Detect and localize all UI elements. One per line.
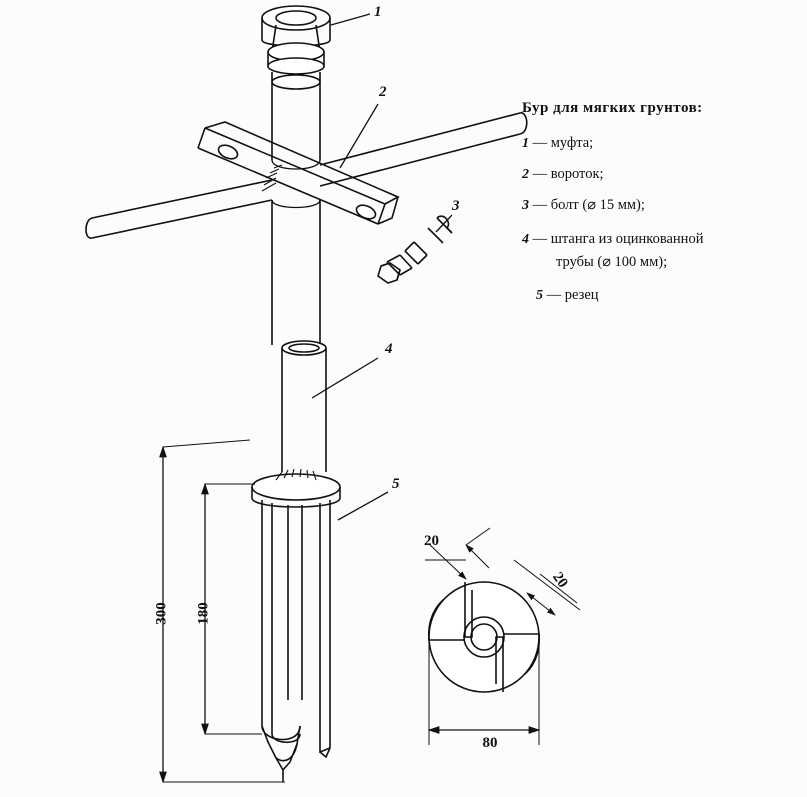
legend-item-5 xyxy=(522,287,797,304)
callout-5: 5 xyxy=(392,476,400,492)
legend-block xyxy=(522,100,797,318)
legend-item-1 xyxy=(522,135,797,152)
figure-title: Бур для мягких грунтов: xyxy=(522,100,703,116)
legend-item-4 xyxy=(522,228,797,273)
dimension-180: 180 xyxy=(195,602,212,625)
legend-item-1-text: — муфта; xyxy=(532,135,594,151)
legend-item-1-number: 1 xyxy=(522,136,529,151)
legend-item-3-number: 3 xyxy=(522,198,529,213)
dimension-300: 300 xyxy=(153,602,170,625)
legend-item-4-text: — штанга из оцинкованной xyxy=(532,231,704,247)
dimension-20-left: 20 xyxy=(424,533,439,549)
callout-4: 4 xyxy=(385,341,393,357)
cross-section-view xyxy=(425,528,580,745)
callout-2: 2 xyxy=(379,84,387,100)
callout-3: 3 xyxy=(452,198,460,214)
coupling-part xyxy=(262,6,330,89)
handle-bar xyxy=(86,113,527,238)
legend-item-5-text: — резец xyxy=(546,287,599,304)
legend-item-4-continuation: трубы (⌀ 100 мм); xyxy=(556,253,668,270)
callout-1: 1 xyxy=(374,4,382,20)
legend-item-2-text: — вороток; xyxy=(532,166,604,182)
lower-rod xyxy=(282,341,326,472)
legend-item-5-number: 5 xyxy=(536,288,543,304)
legend-item-4-number: 4 xyxy=(522,232,529,247)
auger-head xyxy=(252,469,340,782)
dimension-80: 80 xyxy=(482,735,498,751)
legend-item-2 xyxy=(522,166,797,183)
legend-item-3-text: — болт (⌀ 15 мм); xyxy=(532,197,645,213)
legend-item-3 xyxy=(522,197,797,214)
legend-item-2-number: 2 xyxy=(522,167,529,182)
dimension-20-right: 20 xyxy=(549,569,571,591)
upper-rod xyxy=(272,82,320,345)
